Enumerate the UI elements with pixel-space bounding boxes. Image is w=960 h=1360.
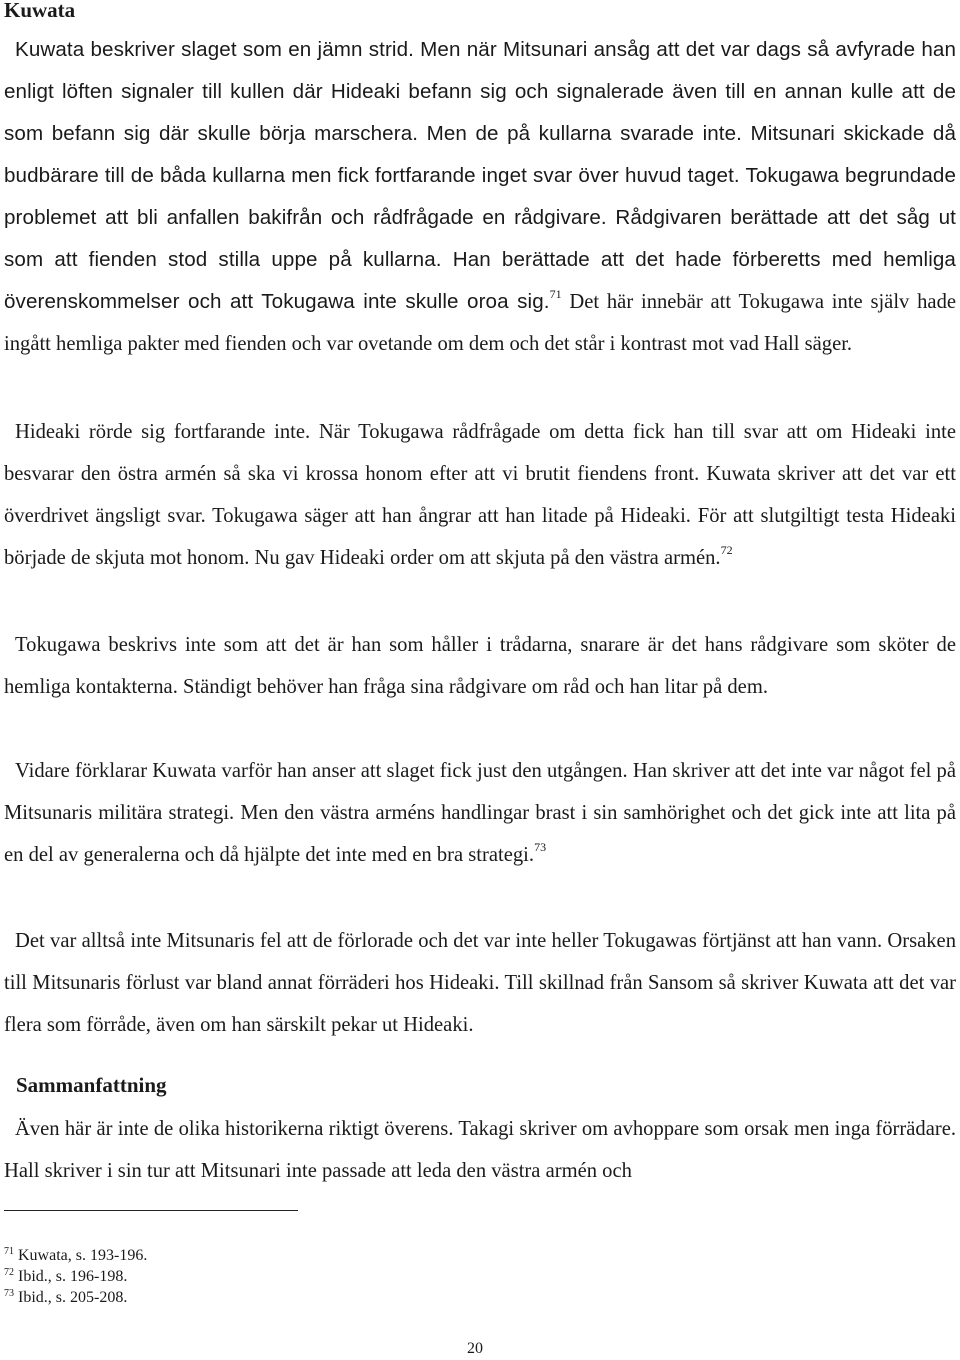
paragraph-5: Det var alltså inte Mitsunaris fel att de förlorade och det var inte heller Tokugawas förtjänst att han vann. Orsaken till Mitsunaris förlust var bland annat förräderi hos Hideaki. Till skillnad från Sansom så skriver Kuwata att det var flera som förråde, även om han särskilt pekar ut Hideaki. <box>4 930 956 1036</box>
footnote-72 <box>4 1266 147 1287</box>
paragraph-4 <box>4 750 956 876</box>
footnote-73 <box>4 1287 147 1308</box>
paragraph-4-text: Vidare förklarar Kuwata varför han anser att slaget fick just den utgången. Han skriver att det inte var något fel på Mitsunaris militära strategi. Men den västra arméns handlingar brast i sin samhörighet och det gick inte att lita på en del av generalerna och då hjälpte det inte med en bra strategi. <box>4 760 956 866</box>
footnote-text: Ibid., s. 196-198. <box>14 1268 128 1285</box>
paragraph-2-text: Hideaki rörde sig fortfarande inte. När Tokugawa rådfrågade om detta fick han till svar att om Hideaki inte besvarar den östra armén så ska vi krossa honom efter att vi brutit fiendens front. Kuwata skriver att det var ett överdrivet ängsligt svar. Tokugawa säger att han ångrar att han litade på Hideaki. För att slutgiltigt testa Hideaki började de skjuta mot honom. Nu gav Hideaki order om att skjuta på den västra armén. <box>4 421 956 569</box>
footnote-ref-72: 72 <box>720 543 733 557</box>
paragraph-1-text-cont: Det här innebär att Tokugawa inte själv hade ingått hemliga pakter med fienden och var ovetande om dem och det står i kontrast mot vad Hall säger. <box>4 291 957 355</box>
footnote-71 <box>4 1245 147 1266</box>
paragraph-1 <box>4 29 956 365</box>
footnote-number: 71 <box>4 1246 14 1257</box>
page-number: 20 <box>467 1340 483 1357</box>
footnote-ref-71: 71 <box>549 287 562 301</box>
section-heading-sammanfattning: Sammanfattning <box>16 1073 167 1097</box>
paragraph-2 <box>4 411 956 579</box>
footnote-separator <box>4 1210 298 1211</box>
paragraph-6: Även här är inte de olika historikerna riktigt överens. Takagi skriver om avhoppare som orsak men inga förrädare. Hall skriver i sin tur att Mitsunari inte passade att leda den västra armén och <box>4 1118 956 1182</box>
footnote-text: Ibid., s. 205-208. <box>14 1289 128 1306</box>
paragraph-1-text: Kuwata beskriver slaget som en jämn strid. Men när Mitsunari ansåg att det var dags så avfyrade han enligt löften signaler till kullen där Hideaki befann sig och signalerade även till en annan kulle att de som befann sig där skulle börja marschera. Men de på kullarna svarade inte. Mitsunari skickade då budbärare till de båda kullarna men fick fortfarande inget svar över huvud taget. Tokugawa begrundade problemet att bli anfallen bakifrån och rådfrågade en rådgivare. Rådgivaren berättade att det såg ut som att fienden stod stilla uppe på kullarna. Han berättade att det hade förberetts med hemliga överenskommelser och att Tokugawa inte skulle oroa sig. <box>4 38 956 313</box>
footnotes <box>4 1245 147 1308</box>
footnote-text: Kuwata, s. 193-196. <box>14 1247 148 1264</box>
section-heading-kuwata: Kuwata <box>4 0 76 22</box>
footnote-number: 73 <box>4 1288 14 1299</box>
paragraph-3: Tokugawa beskrivs inte som att det är han som håller i trådarna, snarare är det hans rådgivare som sköter de hemliga kontakterna. Ständigt behöver han fråga sina rådgivare om råd och han litar på dem. <box>4 634 956 698</box>
footnote-ref-73: 73 <box>534 840 547 854</box>
footnote-number: 72 <box>4 1267 14 1278</box>
